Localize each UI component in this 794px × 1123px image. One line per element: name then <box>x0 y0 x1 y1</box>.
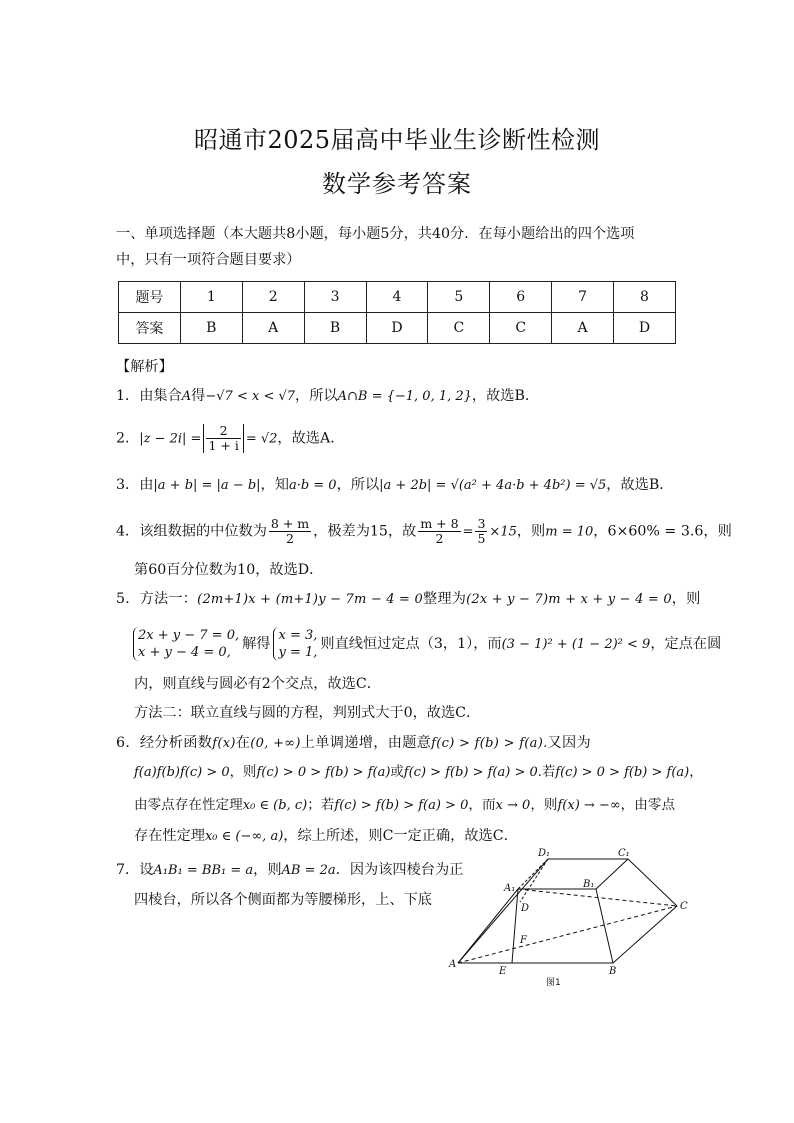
q6-math: (0, +∞) <box>250 736 301 751</box>
table-cell-question: 2 <box>242 282 304 313</box>
edge-CC1 <box>628 859 677 906</box>
q3-text: 3．由 <box>116 477 154 493</box>
q5-text: ，定点在圆 <box>650 636 722 652</box>
q6-math: f(c) > 0 > f(b) > f(a) <box>256 765 391 780</box>
table-cell-answer: B <box>180 313 242 344</box>
q4-text: ，6×60% = 3.6，则 <box>593 523 732 540</box>
q6-math: f(x) <box>212 736 236 751</box>
q6-text: ，综上所述，则C一定正确，故选C． <box>283 828 518 844</box>
q4-fraction: $\frac{8 + m}{2}$ <box>270 516 310 546</box>
label-B1: B₁ <box>583 879 595 890</box>
q6-line3 <box>134 795 675 816</box>
table-row-questions <box>119 282 676 313</box>
q5-system1: 2x + y − 7 = 0, x + y − 4 = 0, <box>133 627 239 661</box>
q6-line4 <box>134 826 518 847</box>
q5-line4: 方法二：联立直线与圆的方程，判别式大于0，故选C． <box>134 705 481 721</box>
analysis-label: 【解析】 <box>116 359 173 375</box>
q1-text: 得 <box>191 388 206 404</box>
q5-text: 整理为 <box>422 591 467 607</box>
table-cell-answer: D <box>366 313 428 344</box>
q3-line <box>116 475 673 496</box>
q6-text: ， <box>689 765 703 780</box>
q6-text: 或 <box>390 765 404 780</box>
q4-math: = <box>462 524 474 540</box>
label-B: B <box>609 966 617 977</box>
q6-text: 若 <box>541 765 556 780</box>
table-cell-answer: A <box>552 313 614 344</box>
q6-text: 在 <box>235 735 251 751</box>
label-F: F <box>520 935 527 946</box>
q4-text: 4．该组数据的中位数为 <box>116 523 267 540</box>
q4-fraction: $\frac{m + 8}{2}$ <box>420 516 459 546</box>
table-cell-question: 7 <box>552 282 614 313</box>
q6-text: 上单调递增，由题意 <box>300 735 432 751</box>
figure-caption: 图1 <box>546 978 561 988</box>
section-heading-line2: 中，只有一项符合题目要求） <box>116 252 301 268</box>
q2-math: |z − 2i| = <box>139 431 202 447</box>
table-cell-question: 8 <box>614 282 676 313</box>
table-cell-answer: D <box>614 313 676 344</box>
q5-math: (2m+1)x + (m+1)y − 7m − 4 = 0 <box>197 592 423 607</box>
label-A: A <box>449 959 457 970</box>
q6-text: ，则 <box>229 765 257 780</box>
q3-math: |a + 2b| = √(a² + 4a·b + 4b²) = √5 <box>379 478 607 493</box>
q6-text: ；若 <box>307 797 335 813</box>
q5-line1 <box>116 589 701 610</box>
q2-fraction: $\frac{2}{1 + i}$ <box>208 423 239 453</box>
q6-text: 存在性定理 <box>134 828 205 844</box>
q6-text: 由零点存在性定理 <box>134 797 243 813</box>
table-cell-question: 6 <box>490 282 552 313</box>
q6-text: 6．经分析函数 <box>116 735 213 751</box>
section-heading-line1: 一、单项选择题（本大题共8小题，每小题5分，共40分．在每小题给出的四个选项 <box>116 226 635 242</box>
q3-text: ，故选B． <box>606 477 674 493</box>
q6-text: ，则 <box>530 797 558 813</box>
q1-math: A <box>181 389 192 404</box>
q6-line1 <box>116 733 591 754</box>
q1-text: ，故选B． <box>471 388 540 404</box>
q3-text: ，所以 <box>336 477 380 493</box>
q1-math: −√7 < x < √7 <box>205 389 296 404</box>
label-D1: D₁ <box>538 848 551 859</box>
edge-C1B1 <box>596 859 628 889</box>
q7-line2: 四棱台，所以各个侧面都为等腰梯形，上、下底 <box>134 892 432 908</box>
q6-text: ，而 <box>468 797 496 813</box>
label-D: D <box>521 903 530 914</box>
q6-math: f(c) > f(b) > f(a) > 0 <box>334 798 469 813</box>
edge-BC <box>613 906 677 963</box>
q4-line2: 第60百分位数为10，故选D． <box>134 562 324 578</box>
q5-system2: x = 3, y = 1, <box>273 627 317 661</box>
q7-text: ，则 <box>253 862 282 878</box>
q5-line2 <box>130 627 721 661</box>
table-cell-answer: C <box>490 313 552 344</box>
table-cell-answer: B <box>304 313 366 344</box>
q6-math: x → 0 <box>495 798 531 813</box>
q2-text: 2． <box>116 430 140 447</box>
table-row-answers <box>119 313 676 344</box>
edge-AD1 <box>458 859 548 963</box>
q6-math: x₀ ∈ (−∞, a) <box>204 829 284 844</box>
diag-AC <box>458 906 677 963</box>
q4-math: ×15 <box>489 524 517 540</box>
page-title: 昭通市2025届高中毕业生诊断性检测 <box>193 126 601 154</box>
q3-math: a·b = 0 <box>288 478 337 493</box>
label-C1: C₁ <box>618 848 630 859</box>
q5-text: 5．方法一： <box>116 591 198 607</box>
answer-table <box>118 281 676 344</box>
segment-D1D <box>520 859 548 902</box>
q6-math: f(c) > f(b) > f(a). <box>431 736 548 751</box>
q6-math: x₀ ∈ (b, c) <box>242 798 308 813</box>
q5-math: (2x + y − 7)m + x + y − 4 = 0 <box>466 592 672 607</box>
q6-math: f(c) > f(b) > f(a) > 0. <box>403 765 542 780</box>
label-E: E <box>499 966 507 977</box>
q1-text: ，所以 <box>295 388 338 404</box>
label-A1: A₁ <box>504 883 516 894</box>
q6-math: f(x) → −∞ <box>557 798 621 813</box>
table-cell-answer: A <box>242 313 304 344</box>
table-cell-question: 5 <box>428 282 490 313</box>
q5-math: (3 − 1)² + (1 − 2)² < 9 <box>501 637 651 652</box>
q4-text: ，则 <box>516 523 546 540</box>
page-subtitle: 数学参考答案 <box>322 170 472 198</box>
q2-text: ，故选A． <box>277 430 345 447</box>
q6-text: 又因为 <box>547 735 592 751</box>
q3-math: |a + b| = |a − b| <box>153 478 261 493</box>
q7-text: ．因为该四棱台为正 <box>335 862 464 878</box>
q6-line2 <box>134 763 703 783</box>
label-C: C <box>680 901 688 912</box>
q1-line <box>116 386 539 407</box>
q7-math: AB = 2a <box>281 863 336 878</box>
q6-text: ，由零点 <box>620 797 676 813</box>
q5-line3: 内，则直线与圆必有2个交点，故选C． <box>134 676 381 692</box>
q4-text: ，极差为15，故 <box>313 523 417 540</box>
table-cell-question: 1 <box>180 282 242 313</box>
edge-BB1 <box>596 889 613 963</box>
q5-text: 则直线恒过定点（3，1），而 <box>320 636 502 652</box>
q5-text: ，则 <box>671 591 701 607</box>
table-cell-question: 4 <box>366 282 428 313</box>
q6-math: f(c) > 0 > f(b) > f(a) <box>555 765 690 780</box>
q7-math: A₁B₁ = BB₁ = a <box>153 863 254 878</box>
frustum-figure <box>448 845 694 990</box>
q4-math: m = 10 <box>545 524 594 540</box>
q1-text: 1．由集合 <box>116 388 182 404</box>
q7-line1 <box>116 860 463 881</box>
q2-line <box>116 424 344 453</box>
table-cell-answer: C <box>428 313 490 344</box>
q6-math: f(a)f(b)f(c) > 0 <box>134 765 230 780</box>
q7-text: 7．设 <box>116 862 154 878</box>
q4-fraction: $\frac{3}{5}$ <box>477 516 486 546</box>
q5-text: 解得 <box>242 636 271 652</box>
q2-math: = √2 <box>245 431 278 447</box>
q4-line1 <box>116 517 732 546</box>
q3-text: ，知 <box>260 477 289 493</box>
q1-math: A∩B = {−1, 0, 1, 2} <box>337 389 472 404</box>
table-cell-question: 3 <box>304 282 366 313</box>
table-header-answer: 答案 <box>119 313 181 344</box>
table-header-question: 题号 <box>119 282 181 313</box>
